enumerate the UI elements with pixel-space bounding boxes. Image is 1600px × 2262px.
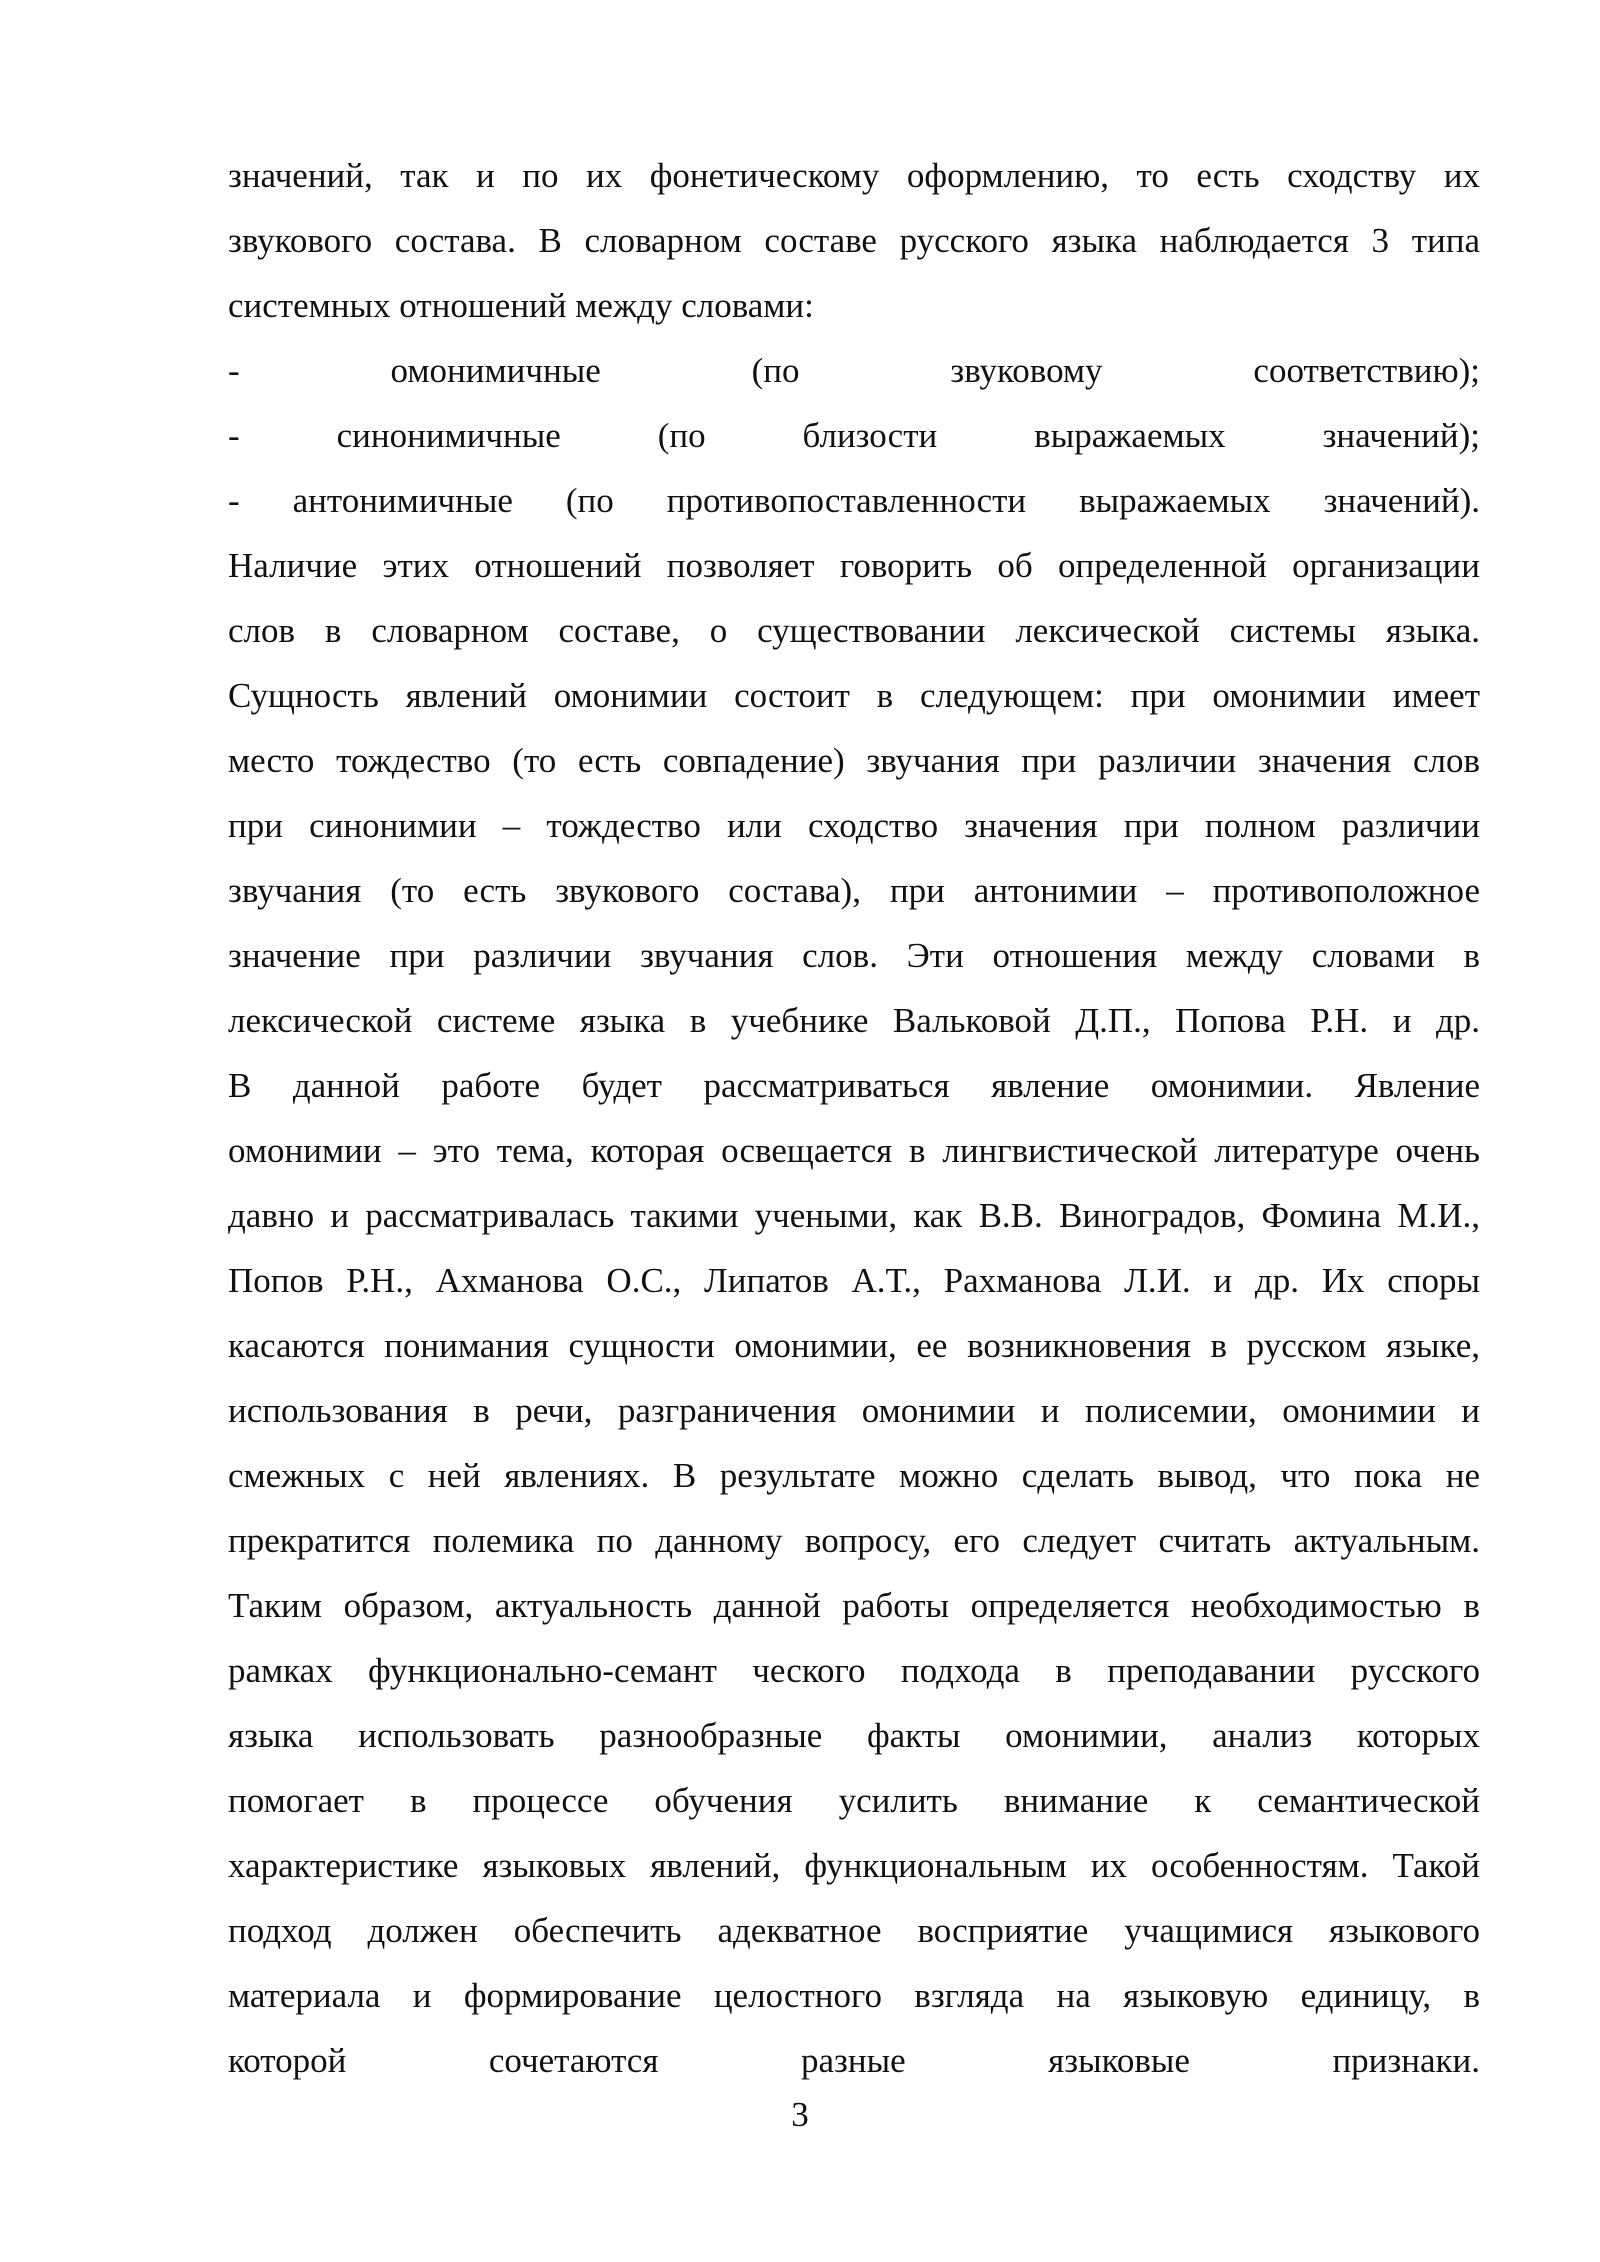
text-line: место тождество (то есть совпадение) звучания при различии значения слов <box>228 741 1480 780</box>
text-line: смежных с ней явлениях. В результате можно сделать вывод, что пока не <box>228 1456 1480 1495</box>
list-item-homonyms: - омонимичные (по звуковому соответствию); <box>228 351 1480 390</box>
text-line: В данной работе будет рассматриваться явление омонимии. Явление <box>228 1066 1480 1105</box>
text-line: Наличие этих отношений позволяет говорить об определенной организации <box>228 546 1480 585</box>
text-line: давно и рассматривалась такими учеными, как В.В. Виноградов, Фомина М.И., <box>228 1196 1480 1235</box>
page-number: 3 <box>791 2095 809 2134</box>
text-line: слов в словарном составе, о существовании лексической системы языка. <box>228 611 1480 650</box>
text-line: прекратится полемика по данному вопросу, его следует считать актуальным. <box>228 1521 1480 1560</box>
text-line: значение при различии звучания слов. Эти отношения между словами в <box>228 936 1480 975</box>
list-item-synonyms: - синонимичные (по близости выражаемых значений); <box>228 416 1480 455</box>
text-line: Таким образом, актуальность данной работы определяется необходимостью в <box>228 1586 1480 1625</box>
text-line: языка использовать разнообразные факты омонимии, анализ которых <box>228 1716 1480 1755</box>
text-line: касаются понимания сущности омонимии, ее возникновения в русском языке, <box>228 1326 1480 1365</box>
body-text <box>228 143 1480 2093</box>
text-line: подход должен обеспечить адекватное восприятие учащимися языкового <box>228 1911 1480 1950</box>
text-line: рамках функционально-семант ческого подхода в преподавании русского <box>228 1651 1480 1690</box>
text-line: Сущность явлений омонимии состоит в следующем: при омонимии имеет <box>228 676 1480 715</box>
text-line: звучания (то есть звукового состава), при антонимии – противоположное <box>228 871 1480 910</box>
text-line: омонимии – это тема, которая освещается в лингвистической литературе очень <box>228 1131 1480 1170</box>
text-line: системных отношений между словами: <box>228 286 814 325</box>
text-line: звукового состава. В словарном составе русского языка наблюдается 3 типа <box>228 221 1480 260</box>
text-line: характеристике языковых явлений, функциональным их особенностям. Такой <box>228 1846 1480 1885</box>
text-line: при синонимии – тождество или сходство значения при полном различии <box>228 806 1480 845</box>
text-line: лексической системе языка в учебнике Вальковой Д.П., Попова Р.Н. и др. <box>228 1001 1480 1040</box>
text-line: Попов Р.Н., Ахманова О.С., Липатов А.Т., Рахманова Л.И. и др. Их споры <box>228 1261 1480 1300</box>
text-line: материала и формирование целостного взгляда на языковую единицу, в <box>228 1976 1480 2015</box>
text-line: помогает в процессе обучения усилить внимание к семантической <box>228 1781 1480 1820</box>
text-line: значений, так и по их фонетическому оформлению, то есть сходству их <box>228 156 1480 195</box>
list-item-antonyms: - антонимичные (по противопоставленности выражаемых значений). <box>228 481 1480 520</box>
text-line: использования в речи, разграничения омонимии и полисемии, омонимии и <box>228 1391 1480 1430</box>
text-line: которой сочетаются разные языковые признаки. <box>228 2041 1480 2080</box>
